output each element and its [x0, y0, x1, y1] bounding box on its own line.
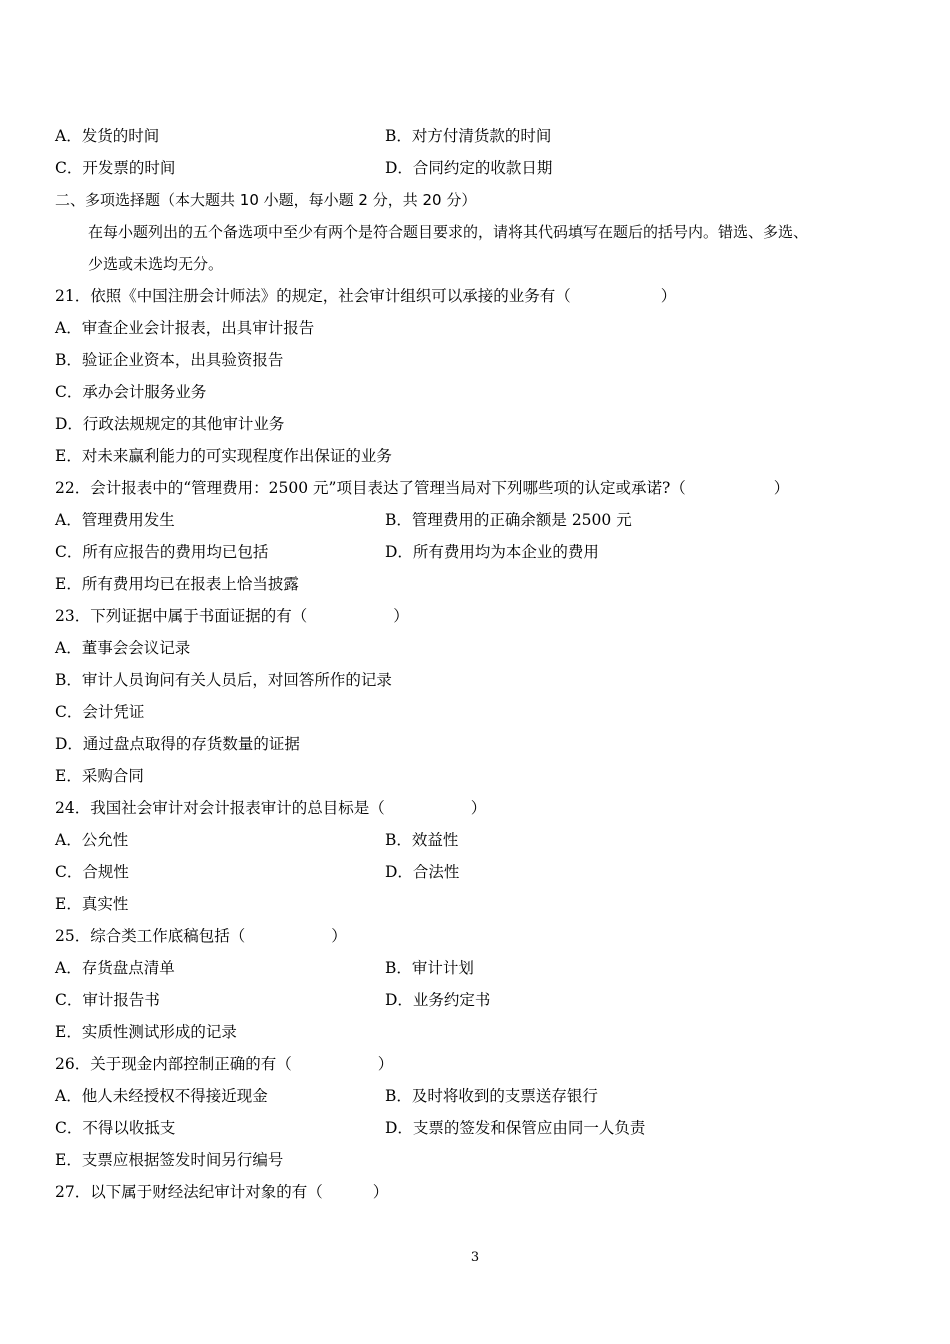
question-22 [55, 478, 789, 498]
answer-paren-close: ） [377, 1055, 394, 1073]
option-a: A．公允性 [55, 831, 129, 849]
option-e: E．实质性测试形成的记录 [55, 1023, 237, 1041]
option-b: B．效益性 [385, 831, 459, 849]
option-d: D．支票的签发和保管应由同一人负责 [385, 1119, 646, 1137]
answer-paren-close: ） [660, 287, 677, 305]
option-a: A．管理费用发生 [55, 511, 175, 529]
option-e: E．真实性 [55, 895, 129, 913]
option-d: D．行政法规规定的其他审计业务 [55, 415, 285, 433]
question-26 [55, 1054, 393, 1074]
option-a: A．存货盘点清单 [55, 959, 175, 977]
question-stem: 21．依照《中国注册会计师法》的规定，社会审计组织可以承接的业务有（ [55, 287, 571, 305]
option-b: B．对方付清货款的时间 [385, 127, 552, 145]
option-c: C．审计报告书 [55, 991, 160, 1009]
section-instruction: 在每小题列出的五个备选项中至少有两个是符合题目要求的，请将其代码填写在题后的括号内。错选、多选、 [88, 223, 809, 241]
option-d: D．通过盘点取得的存货数量的证据 [55, 735, 300, 753]
question-27 [55, 1182, 388, 1202]
option-b: B．审计人员询问有关人员后，对回答所作的记录 [55, 671, 392, 689]
option-d: D．合法性 [385, 863, 460, 881]
option-b: B．验证企业资本，出具验资报告 [55, 351, 284, 369]
question-stem: 25．综合类工作底稿包括（ [55, 927, 246, 945]
question-stem: 24．我国社会审计对会计报表审计的总目标是（ [55, 799, 385, 817]
option-b: B．审计计划 [385, 959, 474, 977]
answer-paren-close: ） [470, 799, 487, 817]
option-e: E．所有费用均已在报表上恰当披露 [55, 575, 299, 593]
option-a: A．发货的时间 [55, 127, 160, 145]
question-stem: 23．下列证据中属于书面证据的有（ [55, 607, 308, 625]
option-e: E．对未来赢利能力的可实现程度作出保证的业务 [55, 447, 392, 465]
question-stem: 22．会计报表中的“管理费用：2500 元”项目表达了管理当局对下列哪些项的认定或承诺?（ [55, 479, 686, 497]
option-c: C．所有应报告的费用均已包括 [55, 543, 269, 561]
page-number: 3 [470, 1250, 480, 1265]
answer-paren-close: ） [331, 927, 347, 945]
section-heading: 二、多项选择题（本大题共 10 小题，每小题 2 分，共 20 分） [55, 191, 477, 209]
answer-paren-close: ） [372, 1183, 389, 1201]
option-d: D．业务约定书 [385, 991, 491, 1009]
option-b: B．管理费用的正确余额是 2500 元 [385, 511, 632, 529]
section-instruction-cont: 少选或未选均无分。 [88, 255, 224, 273]
option-c: C．不得以收抵支 [55, 1119, 176, 1137]
option-a: A．他人未经授权不得接近现金 [55, 1087, 268, 1105]
option-c: C．会计凭证 [55, 703, 145, 721]
question-25 [55, 926, 347, 946]
option-b: B．及时将收到的支票送存银行 [385, 1087, 598, 1105]
option-d: D．合同约定的收款日期 [385, 159, 553, 177]
option-c: C．合规性 [55, 863, 129, 881]
option-e: E．采购合同 [55, 767, 144, 785]
answer-paren-close: ） [393, 607, 409, 625]
answer-paren-close: ） [773, 479, 790, 497]
option-c: C．开发票的时间 [55, 159, 176, 177]
option-c: C．承办会计服务业务 [55, 383, 207, 401]
question-21 [55, 286, 676, 306]
option-d: D．所有费用均为本企业的费用 [385, 543, 599, 561]
option-a: A．审查企业会计报表，出具审计报告 [55, 319, 315, 337]
question-stem: 27．以下属于财经法纪审计对象的有（ [55, 1183, 323, 1201]
question-24 [55, 798, 486, 818]
option-e: E．支票应根据签发时间另行编号 [55, 1151, 284, 1169]
question-stem: 26．关于现金内部控制正确的有（ [55, 1055, 292, 1073]
option-a: A．董事会会议记录 [55, 639, 191, 657]
question-23 [55, 606, 409, 626]
